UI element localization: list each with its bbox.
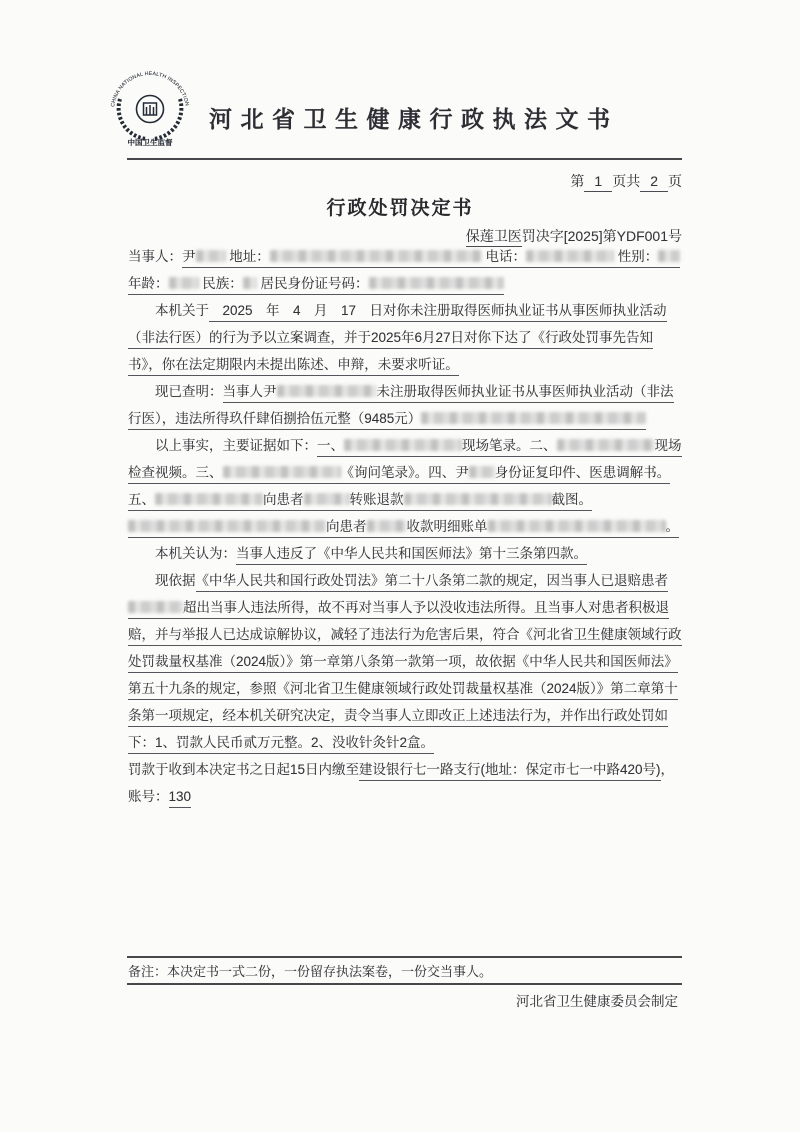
redaction-blur [243,277,257,289]
document-body [128,243,684,810]
text-segment: 本机关认为： [155,546,236,561]
redacted-text [243,276,257,295]
redacted-text [404,492,552,511]
document-number-rest: 罚决字[2025]第YDF001号 [521,228,682,244]
text-segment: 电话： [482,249,526,268]
redacted-text [369,276,504,295]
text-segment: 建设银行七一路支行(地址：保定市七一中路420号) [359,762,661,781]
paragraph [128,432,684,540]
redaction-blur [277,385,377,397]
redacted-text [344,438,462,457]
text-segment: 收款明细账单 [407,519,488,538]
org-title: 河北省卫生健康行政执法文书 [209,106,619,132]
text-segment: 现已查明： [155,384,223,399]
redacted-text [223,465,341,484]
page-indicator-suffix: 页 [668,173,682,189]
seal-arc-text: CHINA NATIONAL HEALTH INSPECTION [110,70,190,108]
text-segment: 当事人： [128,249,182,264]
redaction-blur [367,520,407,532]
text-segment: 本机关于 [155,303,209,318]
redaction-blur [526,250,614,262]
text-segment: 超出当事人违法所得，故不再对当事人予以没收违法所得。且当事人对患者积极退赔，并与举报人已达成谅解协议，减轻了违法行为危害后果，符合《河北省卫生健康领域行政处罚裁量权基准（2024版）》第一章第八条第一款第一项，故依据《中华人民共和国医师法》第五十九条的规定，参照《河北省卫生健康领域行政处罚裁量权基准（2024版）》第二章第十条第一项规定，经本机关研究决定，责令当事人立即改正上述违法行为，并作出行政处罚如下：1、罚款人民币贰万元整。2、没收针灸针2盒。 [128,600,682,754]
redaction-blur [369,277,504,289]
text-segment: 现场检查视频。三、 [128,438,682,484]
seal-center-emblem [144,103,157,115]
paragraph [128,243,684,297]
text-segment: 性别： [614,249,658,268]
footer-note: 备注：本决定书一式二份，一份留存执法案卷，一份交当事人。 [128,964,493,979]
issuer-label: 河北省卫生健康委员会制定 [516,994,678,1009]
redacted-text [658,249,680,268]
seal-wreath-right [153,99,181,139]
text-segment: 转账退款 [350,492,404,511]
text-segment: 截图。 [552,492,593,511]
header-divider [127,158,682,160]
redacted-text [304,492,334,511]
text-segment: 地址： [226,249,270,268]
text-segment: 2025 年 4 月 17 日对你未注册取得医师执业证书从事医师执业活动（非法行医）的行为予以立案调查，并于2025年6月27日对你下达了《行政处罚事先告知书》，你在法定期限内未提出陈述、申辩，未要求听证。 [128,303,667,376]
redacted-text [196,249,226,268]
document-title: 行政处罚决定书 [326,198,474,219]
redaction-blur [169,277,199,289]
text-segment: 尹 [182,249,196,268]
redacted-text [277,384,377,403]
redaction-blur [128,601,183,613]
paragraph [128,378,684,432]
page-indicator [570,171,682,191]
text-segment: 。 [666,519,680,538]
redaction-blur [658,250,680,262]
redaction-blur [421,412,646,424]
paragraph [128,756,684,810]
text-segment: 罚款于收到本决定书之日起15日内缴至 [128,762,360,777]
text-segment: ，账号： [128,762,675,804]
redaction-blur [557,439,655,451]
redacted-text [270,249,482,268]
redacted-text [169,276,199,295]
text-segment: 现场笔录。二、 [462,438,557,457]
footer-divider-top [127,956,682,958]
text-segment: 年龄： [128,276,169,295]
china-health-inspection-seal-icon [106,63,194,151]
text-segment: 民族： [199,276,243,295]
seal-wreath-left [119,99,147,139]
redacted-text [526,249,614,268]
text-segment: 身份证复印件、医患调解书。五、 [128,465,670,511]
redacted-text [421,411,646,430]
redacted-text [128,519,326,538]
total-page-number: 2 [640,173,668,192]
redaction-blur [334,493,350,505]
redaction-blur [128,520,326,532]
redacted-text [128,600,183,619]
redaction-blur [304,493,334,505]
redaction-blur [344,439,462,451]
text-segment: 当事人尹 [223,384,277,403]
redaction-blur [270,250,482,262]
page-indicator-prefix: 第 [570,173,585,189]
redaction-blur [196,250,226,262]
redaction-blur [223,466,341,478]
paragraph [128,540,684,567]
text-segment: 向患者 [263,492,304,511]
text-segment: 一、 [317,438,344,457]
redaction-blur [488,520,666,532]
svg-text:CHINA NATIONAL HEALTH INSPECTI [110,71,189,107]
text-segment: 现依据 [155,573,196,588]
redacted-text [488,519,666,538]
footer-divider-bottom [127,983,682,985]
redacted-text [334,492,350,511]
paragraph [128,567,684,756]
text-segment: 以上事实，主要证据如下： [155,438,317,453]
redacted-text [155,492,263,511]
text-segment: 向患者 [326,519,367,538]
text-segment: 未注册取得医师执业证书从事医师执业活动（非法行医），违法所得玖仟肆佰捌拾伍元整（9485元） [128,384,674,430]
text-segment: 130 [169,789,192,808]
text-segment: 《询问笔录》。四、尹 [341,465,469,484]
redaction-blur [404,493,552,505]
text-segment: 居民身份证号码： [257,276,369,295]
redaction-blur [155,493,263,505]
text-segment: 《中华人民共和国行政处罚法》第二十八条第二款的规定，因当事人已退赔患者 [196,573,669,592]
page-indicator-middle: 页共 [612,173,641,189]
redacted-text [557,438,655,457]
current-page-number: 1 [584,173,612,192]
text-segment: 当事人违反了《中华人民共和国医师法》第十三条第四款。 [236,546,587,565]
redaction-blur [469,466,495,478]
seal-bottom-text: 中国卫生监督 [127,138,173,147]
document-number-agency: 保莲卫医 [466,228,522,247]
redacted-text [469,465,495,484]
redacted-text [367,519,407,538]
paragraph [128,297,684,378]
